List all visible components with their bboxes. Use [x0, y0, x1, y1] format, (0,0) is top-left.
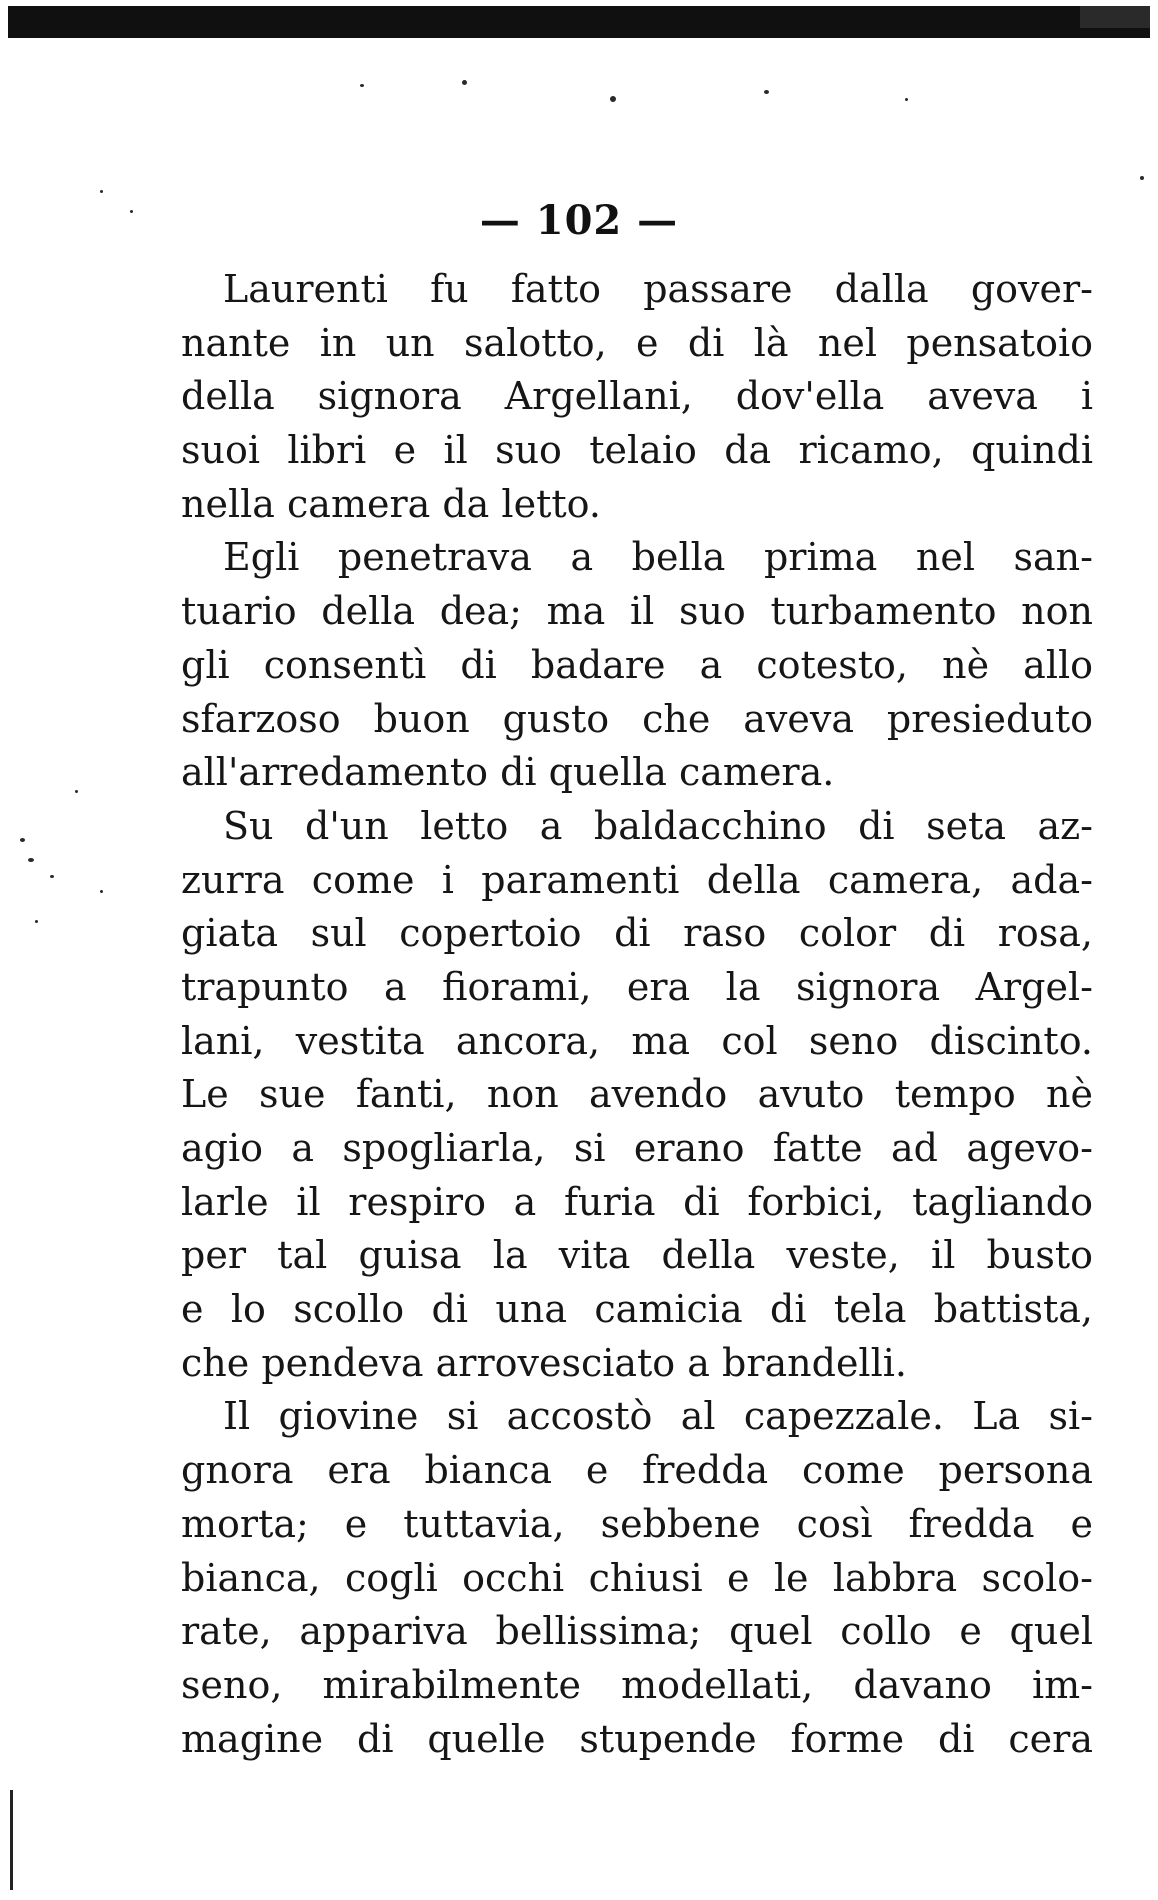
body-text [181, 263, 1093, 1766]
text-line: seno, mirabilmente modellati, davano im- [181, 1662, 1093, 1707]
scan-speck [100, 890, 103, 893]
text-line: sfarzoso buon gusto che aveva presieduto [181, 696, 1093, 741]
text-line: gli consentì di badare a cotesto, nè allo [181, 642, 1093, 687]
text-line: nante in un salotto, e di là nel pensatoio [181, 320, 1093, 365]
scan-speck [20, 838, 25, 842]
text-line: all'arredamento di quella camera. [181, 750, 835, 795]
scan-speck [610, 96, 616, 102]
scan-speck [100, 190, 103, 193]
scan-speck [35, 920, 38, 923]
margin-rule [10, 1790, 13, 1890]
text-line: per tal guisa la vita della veste, il busto [181, 1233, 1093, 1278]
text-line: magine di quelle stupende forme di cera [181, 1716, 1093, 1761]
scan-speck [764, 90, 769, 94]
scan-speck [75, 790, 78, 793]
text-line: gnora era bianca e fredda come persona [181, 1448, 1093, 1493]
text-line: della signora Argellani, dov'ella aveva i [181, 374, 1093, 419]
text-line: trapunto a fiorami, era la signora Argel- [181, 964, 1093, 1009]
text-line: che pendeva arrovesciato a brandelli. [181, 1340, 907, 1385]
page-number: — 102 — [479, 197, 679, 244]
text-line: giata sul copertoio di raso color di rosa, [181, 911, 1093, 956]
text-line: lani, vestita ancora, ma col seno discinto. [181, 1018, 1093, 1063]
text-line: larle il respiro a furia di forbici, tagliando [181, 1179, 1093, 1224]
text-line: bianca, cogli occhi chiusi e le labbra scolo- [181, 1555, 1093, 1600]
scan-speck [905, 98, 908, 101]
text-line: nella camera da letto. [181, 481, 601, 526]
text-line: Egli penetrava a bella prima nel san- [223, 535, 1093, 580]
text-line: zurra come i paramenti della camera, ada- [181, 857, 1093, 902]
text-line: Il giovine si accostò al capezzale. La si- [223, 1394, 1093, 1439]
text-line: agio a spogliarla, si erano fatte ad agevo- [181, 1126, 1093, 1170]
text-line: rate, appariva bellissima; quel collo e quel [181, 1609, 1093, 1654]
scan-speck [462, 80, 467, 85]
text-line: Le sue fanti, non avendo avuto tempo nè [181, 1072, 1093, 1117]
scan-top-edge [8, 6, 1150, 38]
text-line: morta; e tuttavia, sebbene così fredda e [181, 1501, 1093, 1546]
text-line: suoi libri e il suo telaio da ricamo, quindi [181, 428, 1093, 473]
text-line: e lo scollo di una camicia di tela battista, [181, 1287, 1093, 1332]
scan-speck [50, 875, 54, 878]
scan-speck [28, 858, 34, 862]
text-line: tuario della dea; ma il suo turbamento non [181, 589, 1093, 634]
text-line: Laurenti fu fatto passare dalla gover- [223, 267, 1093, 311]
scan-speck [360, 84, 364, 87]
scan-speck [1140, 176, 1144, 180]
text-line: Su d'un letto a baldacchino di seta az- [223, 803, 1093, 848]
